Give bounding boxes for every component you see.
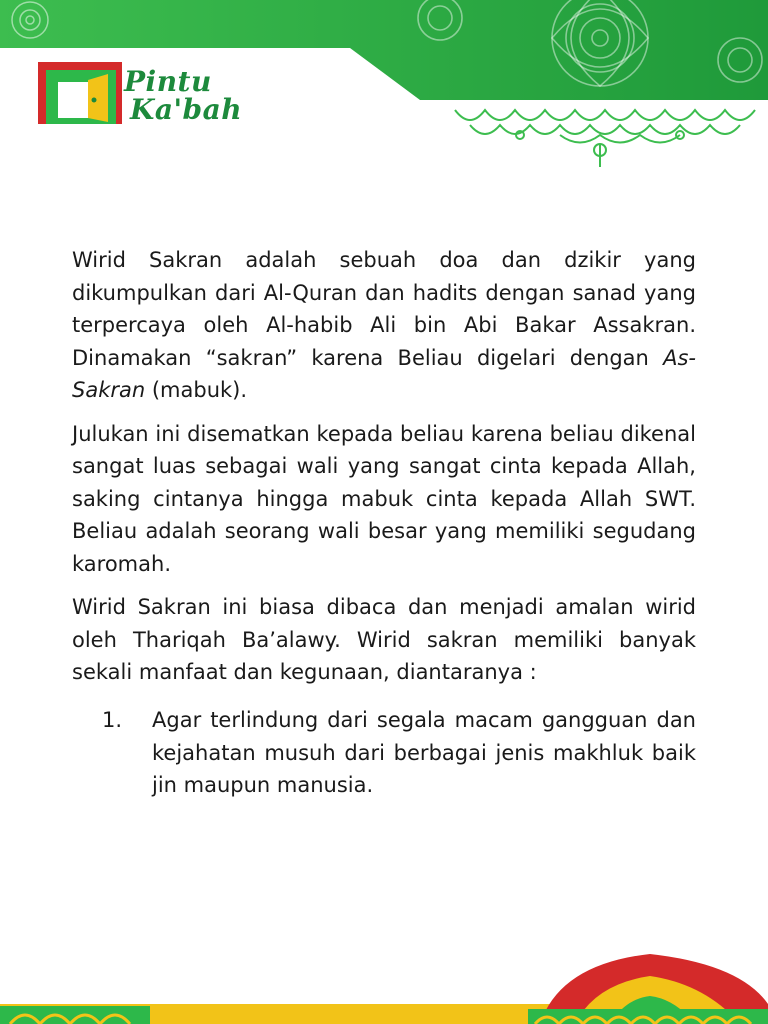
brand-name: [124, 65, 243, 126]
lace-ornament-icon: [455, 110, 755, 167]
paragraph: [72, 244, 696, 407]
paragraph: Wirid Sakran ini biasa dibaca dan menjadi amalan wirid oleh Thariqah Ba’alawy. Wirid sakran memiliki banyak sekali manfaat dan kegunaan, diantaranya :: [72, 595, 696, 684]
brand-line-1: Pintu: [124, 65, 212, 98]
numbered-list: [72, 704, 696, 802]
list-number: 1.: [102, 708, 123, 732]
footer-right-arch-icon: [528, 954, 768, 1024]
footer-ornament: [0, 954, 768, 1024]
list-item: [72, 704, 696, 802]
brand-line-2: Ka'bah: [130, 93, 243, 126]
article-body: [72, 244, 696, 700]
list-text: Agar terlindung dari segala macam gangguan dan kejahatan musuh dari berbagai jenis makhluk baik jin maupun manusia.: [152, 708, 696, 797]
paragraph-text: Wirid Sakran adalah sebuah doa dan dzikir yang dikumpulkan dari Al-Quran dan hadits dengan sanad yang terpercaya oleh Al-habib Ali bin Abi Bakar Assakran. Dinamakan “sakran” karena Beliau digelari dengan: [72, 248, 696, 370]
paragraph: Julukan ini disematkan kepada beliau karena beliau dikenal sangat luas sebagai wali yang sangat cinta kepada Allah, saking cintanya hingga mabuk cinta kepada Allah SWT. Beliau adalah seorang wali besar yang memiliki segudang karomah.: [72, 421, 696, 576]
italic-term: As-Sakran: [72, 345, 696, 402]
paragraph-text: (mabuk).: [145, 378, 248, 402]
